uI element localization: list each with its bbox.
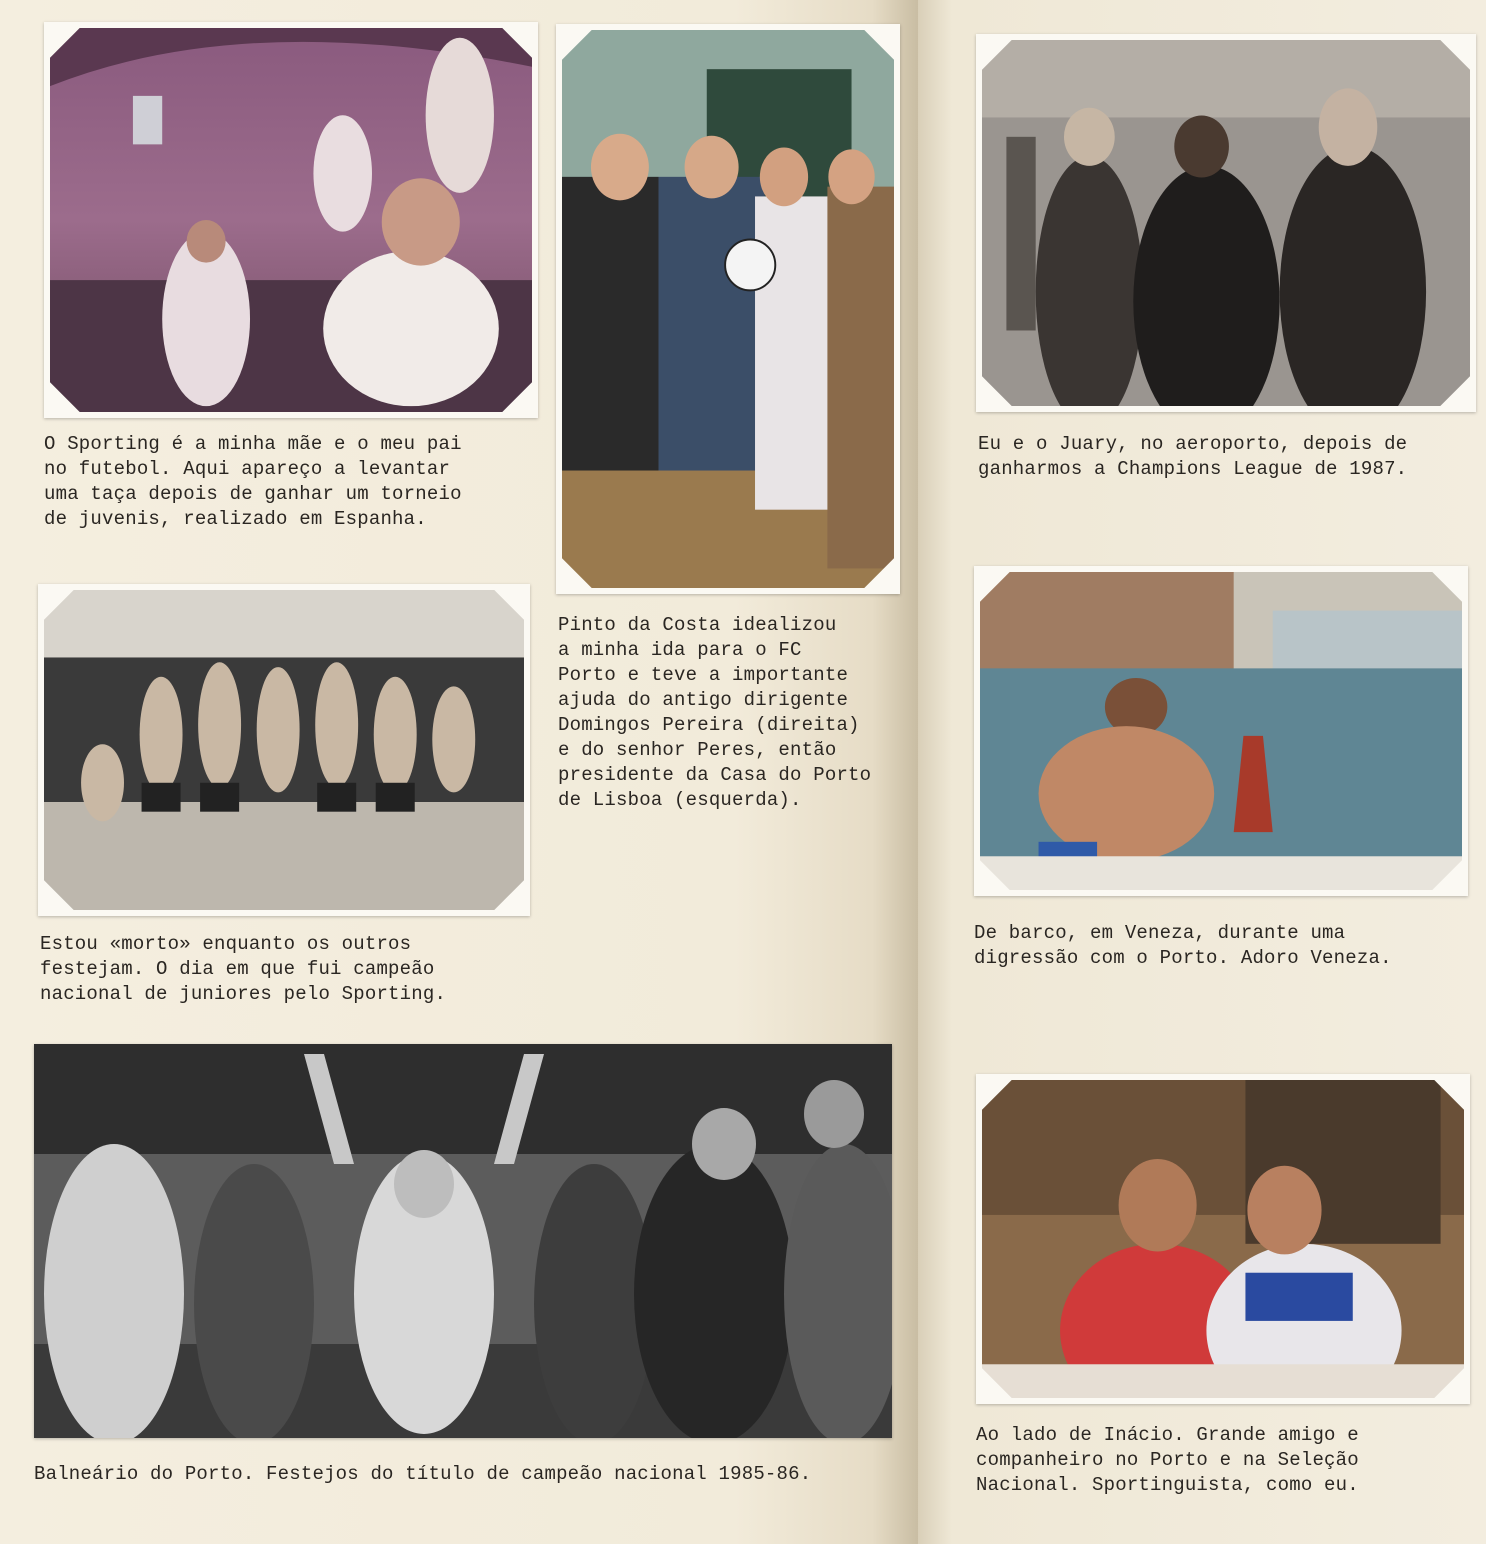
caption-inacio: Ao lado de Inácio. Grande amigo e companheiro no Porto e na Seleção Nacional. Sportinguista, como eu.	[976, 1424, 1359, 1496]
photo-venice-boat	[974, 566, 1468, 896]
photo-trophy-celebration	[44, 22, 538, 418]
photo-juniors-champions	[38, 584, 530, 916]
photo-pinto-da-costa	[556, 24, 900, 594]
photo-inacio	[976, 1074, 1470, 1404]
photo-juary-airport	[976, 34, 1476, 412]
caption-venice: De barco, em Veneza, durante uma digressão com o Porto. Adoro Veneza.	[974, 922, 1392, 969]
caption-trophy: O Sporting é a minha mãe e o meu pai no futebol. Aqui apareço a levantar uma taça depois de ganhar um torneio de juvenis, realizado em Espanha.	[44, 433, 462, 530]
caption-juniors: Estou «morto» enquanto os outros festejam. O dia em que fui campeão nacional de juniores pelo Sporting.	[40, 933, 447, 1005]
photo-porto-locker-room	[34, 1044, 892, 1438]
caption-juary: Eu e o Juary, no aeroporto, depois de ganharmos a Champions League de 1987.	[978, 433, 1408, 480]
caption-locker-room: Balneário do Porto. Festejos do título de campeão nacional 1985-86.	[34, 1463, 812, 1485]
caption-pinto-da-costa: Pinto da Costa idealizou a minha ida para o FC Porto e teve a importante ajuda do antigo dirigente Domingos Pereira (direita) e do senhor Peres, então presidente da Casa do Porto de Lisboa (esquerda).	[558, 614, 872, 811]
